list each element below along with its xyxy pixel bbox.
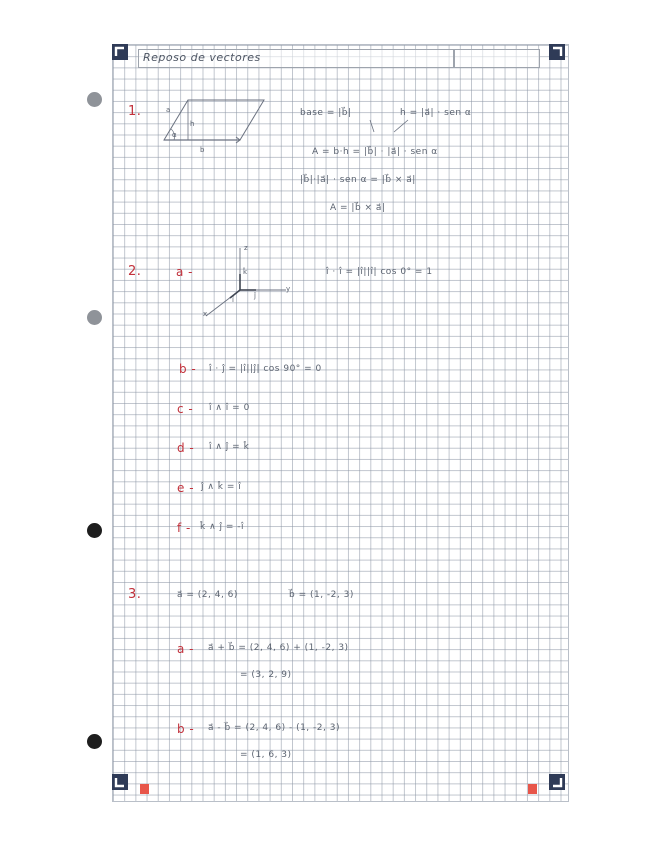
axis-y-label: y [286,285,291,293]
unit-j-label: ĵ [254,292,257,300]
unit-i-label: î [232,296,235,304]
vector-b-definition: b⃗ = (1, -2, 3) [289,590,354,600]
problem-3-number: 3. [128,587,142,602]
cross-product-equation: |b⃗|·|a⃗| · sen α = |b⃗ × a⃗| [300,175,416,185]
binder-hole-icon [87,523,102,538]
part-2b-equation: î · ĵ = |î||ĵ| cos 90° = 0 [209,364,322,374]
date-field [454,49,540,68]
binder-hole-icon [87,92,102,107]
fig-label-alpha: α [172,131,178,139]
binder-hole-icon [87,310,102,325]
part-3a-result: = (3, 2, 9) [240,670,292,680]
part-2e-equation: ĵ ∧ k̂ = î [201,482,242,492]
height-equation: h = |a⃗| · sen α [400,108,472,118]
page-title: Reposo de vectores [143,51,261,64]
parallelogram-figure [160,96,270,150]
part-2d-equation: î ∧ ĵ = k̂ [209,442,250,452]
fig-label-h: h [190,120,195,128]
part-3a-equation: a⃗ + b⃗ = (2, 4, 6) + (1, -2, 3) [208,643,349,653]
part-3b-equation: a⃗ - b⃗ = (2, 4, 6) - (1, -2, 3) [208,723,340,733]
part-2f-label: f - [177,521,191,535]
fig-label-b: b [200,146,205,154]
part-3b-label: b - [177,722,195,736]
problem-1-number: 1. [128,104,142,119]
axis-x-label: x [203,310,208,318]
base-equation: base = |b⃗| [300,108,352,118]
grid-sheet [112,44,569,802]
part-2d-label: d - [177,441,195,455]
corner-bracket-icon [549,44,565,60]
part-2b-label: b - [179,362,197,376]
part-2a-equation: î · î = |î||î| cos 0° = 1 [326,267,433,277]
corner-bracket-icon [112,44,128,60]
area-equation: A = b·h = |b⃗| · |a⃗| · sen α [312,147,438,157]
part-3b-result: = (1, 6, 3) [240,750,292,760]
arrows-to-area [360,118,420,136]
unit-k-label: k̂ [243,268,248,276]
binder-hole-icon [87,734,102,749]
vector-a-definition: a⃗ = (2, 4, 6) [177,590,238,600]
part-3a-label: a - [177,642,194,656]
margin-marker [528,784,537,794]
part-2f-equation: k̂ ∧ ĵ = -î [200,522,245,532]
part-2c-equation: î ∧ î = 0 [209,403,250,413]
problem-2-number: 2. [128,264,142,279]
part-2c-label: c - [177,402,194,416]
part-2a-label: a - [176,265,193,279]
axis-z-label: z [244,244,249,252]
corner-bracket-icon [549,774,565,790]
area-result-equation: A = |b⃗ × a⃗| [330,203,386,213]
axes-figure [200,242,295,322]
corner-bracket-icon [112,774,128,790]
part-2e-label: e - [177,481,195,495]
fig-label-a: a [166,106,171,114]
margin-marker [140,784,149,794]
